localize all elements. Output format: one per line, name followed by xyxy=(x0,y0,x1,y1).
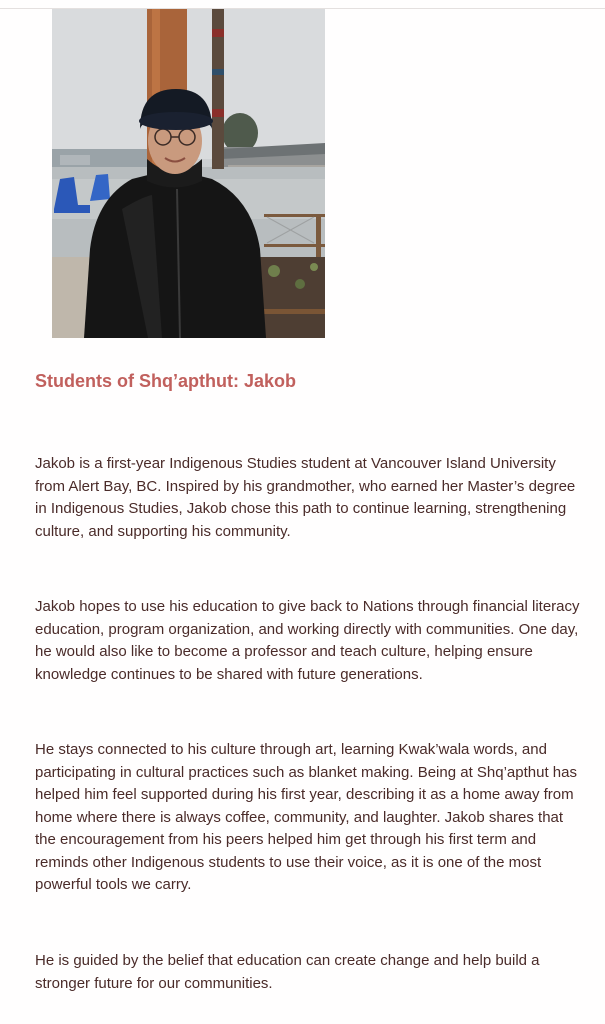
article-paragraph-2: Jakob hopes to use his education to give back to Nations through financial literacy education, program organization, and working directly with communities. One day, he would also like to become a professor and teach culture, helping ensure knowledge continues to be shared with future generations. xyxy=(35,598,580,683)
article-paragraph-3: He stays connected to his culture through art, learning Kwak’wala words, and participating in cultural practices such as blanket making. Being at Shq’apthut has helped him feel supported during his first year, describing it as a home away from home where there is always coffee, community, and laughter. Jakob shares that the encouragement from his peers helped him get through his first term and reminds other Indigenous students to use their voice, as it is one of the most powerful tools we carry. xyxy=(35,741,577,893)
student-photo xyxy=(52,9,325,338)
article-paragraph-4: He is guided by the belief that education can create change and help build a stronger future for our communities. xyxy=(35,952,540,992)
article-title: Students of Shq’apthut: Jakob xyxy=(35,371,296,391)
article-paragraph-1: Jakob is a first-year Indigenous Studies student at Vancouver Island University from Alert Bay, BC. Inspired by his grandmother, who earned her Master’s degree in Indigenous Studies, Jakob chose this path to continue learning, strengthening culture, and supporting his community. xyxy=(35,455,576,540)
